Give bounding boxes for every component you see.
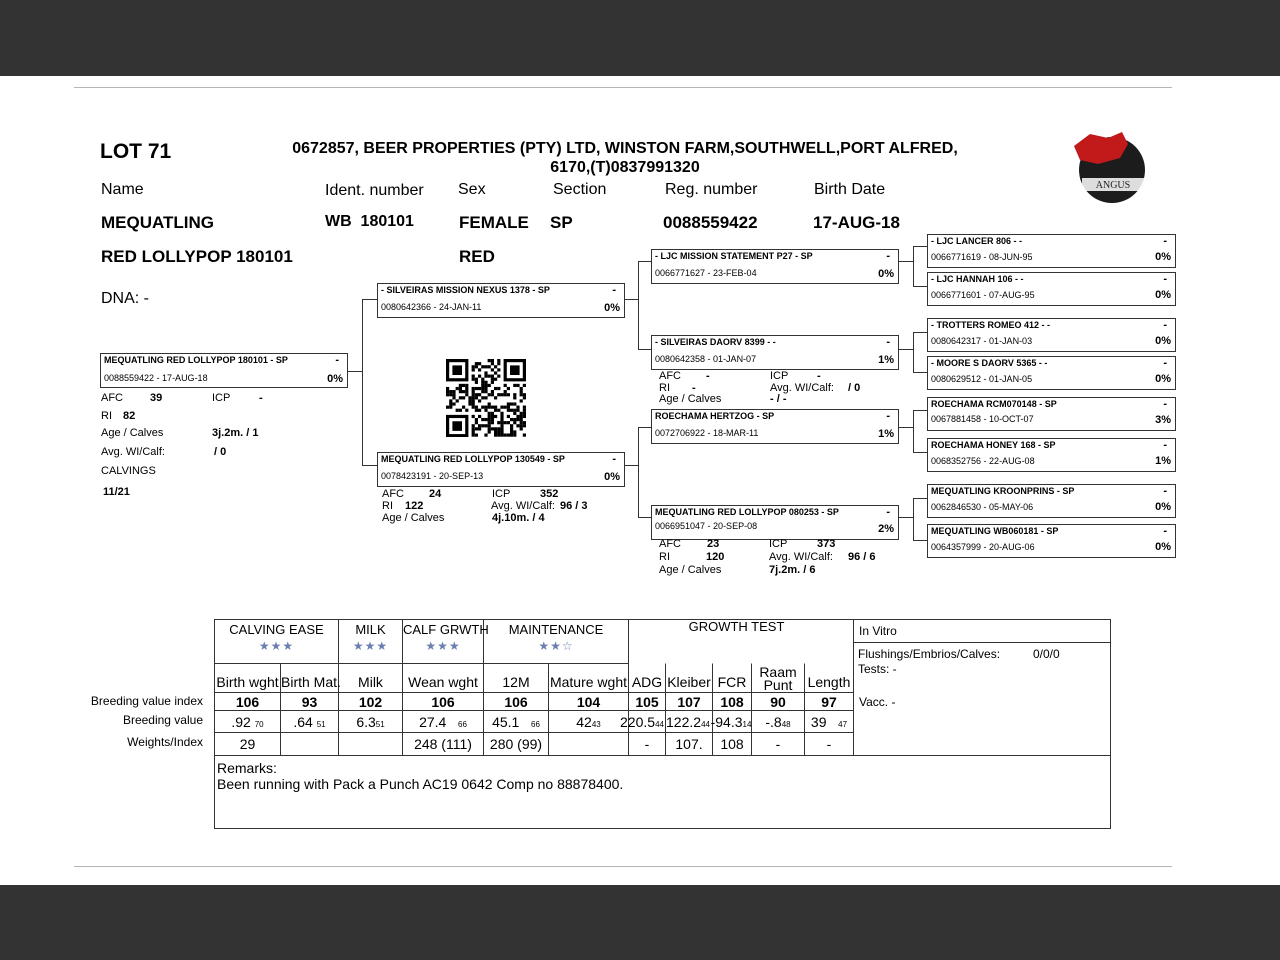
trait-header: Length [807,674,851,690]
trait-header: Kleiber [667,674,711,690]
weight-value: 107. [675,736,703,752]
bv-value: 27.4 [419,714,447,730]
dna: DNA: - [101,290,149,307]
index-value: 107 [677,694,701,710]
ds-dash: - [886,410,890,422]
gg-pct: 3% [1155,414,1171,426]
dd-dash: - [886,506,890,518]
gg-detail: 0067881458 - 10-OCT-07 [931,414,1034,424]
ds-title: ROECHAMA HERTZOG - SP [655,411,775,421]
bv-value: 220.5 [620,714,656,730]
trait-header: Birth wght [216,674,279,690]
dd-ri-label: RI [659,551,670,563]
sd-ri: - [692,382,696,394]
bv-value: 39 [810,714,827,730]
dd-age: 7j.2m. / 6 [769,564,816,576]
animal-reg: 0088559422 [663,213,758,232]
trait-header: FCR [717,674,747,690]
ss-title: - LJC MISSION STATEMENT P27 - SP [655,251,813,261]
index-value: 93 [301,694,318,710]
index-value: 105 [635,694,659,710]
gg-dash: - [1163,235,1167,247]
weight-value: - [644,736,650,752]
gg-pct: 0% [1155,373,1171,385]
gg-title: - LJC HANNAH 106 - - [931,274,1024,284]
vacc-label: Vacc. - [859,695,896,709]
row-label-weights: Weights/Index [127,735,203,749]
remarks-text: Been running with Pack a Punch AC19 0642 Comp no 88878400. [217,776,624,792]
row-label-bv: Breeding value [122,713,203,727]
sd-ri-label: RI [659,382,670,394]
index-value: 90 [770,694,786,710]
sd-icp-label: ICP [770,370,789,382]
dam-wi-label: Avg. WI/Calf: [491,500,555,512]
dd-title: MEQUATLING RED LOLLYPOP 080253 - SP [655,507,839,517]
dam-ri: 122 [405,500,424,512]
gg-dash: - [1163,273,1167,285]
bv-value: 42 [576,714,592,730]
subject-detail: 0088559422 - 17-AUG-18 [104,373,208,383]
bv-accuracy: 51 [375,720,385,729]
sd-pct: 1% [878,354,894,366]
index-value: 108 [720,694,744,710]
dam-title: MEQUATLING RED LOLLYPOP 130549 - SP [381,454,565,464]
reg-label: Reg. number [665,181,758,198]
subject-ri-label: RI [101,410,112,422]
bv-cell [752,714,804,730]
trait-header: Milk [358,674,383,690]
flushings-value: 0/0/0 [1033,647,1060,661]
subject-dash: - [335,354,339,366]
bv-cell [616,714,668,730]
bv-value: 6.3 [356,714,376,730]
group-maintenance [484,621,628,655]
dam-wi: 96 / 3 [560,500,588,512]
ident-label: Ident. number [325,182,424,199]
sd-wi: / 0 [848,382,861,394]
ds-detail: 0072706922 - 18-MAR-11 [655,428,759,438]
star-rating-icon: ★★★ [258,639,295,653]
name-label: Name [101,181,144,198]
bv-cell [339,714,402,730]
sire-pct: 0% [604,302,620,314]
bv-value: .92 [231,714,251,730]
dd-wi: 96 / 6 [848,551,876,563]
breeder-line-1: 0672857, BEER PROPERTIES (PTY) LTD, WINSTON FARM,SOUTHWELL,PORT ALFRED, [292,140,958,157]
gg-title: - MOORE S DAORV 5365 - - [931,358,1048,368]
index-value: 104 [576,694,601,710]
trait-header: Mature wght [549,674,628,690]
group-growth-test: GROWTH TEST [688,619,785,634]
gg-dash: - [1163,398,1167,410]
gg-dash: - [1163,485,1167,497]
tests-label: Tests: - [858,662,897,676]
weight-value: 248 (111) [414,736,472,752]
dam-detail: 0078423191 - 20-SEP-13 [381,471,484,481]
weight-value: 108 [720,736,744,752]
subject-wi-label: Avg. WI/Calf: [101,446,165,458]
bv-accuracy: 44 [701,720,710,729]
bv-accuracy: 48 [781,720,791,729]
dam-ri-label: RI [382,500,393,512]
group-milk [339,621,402,655]
subject-ri: 82 [123,410,136,422]
sd-detail: 0080642358 - 01-JAN-07 [655,354,757,364]
index-value: 106 [504,694,528,710]
gg-detail: 0066771601 - 07-AUG-95 [931,290,1035,300]
calvings-value: 11/21 [103,486,130,498]
gg-detail: 0064357999 - 20-AUG-06 [931,542,1035,552]
dd-afc: 23 [707,538,720,550]
sd-wi-label: Avg. WI/Calf: [770,382,834,394]
bv-accuracy: 66 [458,720,467,729]
index-value: 102 [358,694,383,710]
ss-detail: 0066771627 - 23-FEB-04 [655,268,757,278]
dd-wi-label: Avg. WI/Calf: [769,551,833,563]
gg-pct: 1% [1155,455,1171,467]
bv-accuracy: 66 [531,720,540,729]
birth-label: Birth Date [814,181,886,198]
subject-afc-label: AFC [101,392,123,404]
group-calf-growth [403,621,489,655]
logo-text: ANGUS [1095,180,1131,191]
trait-header: Raam Punt [759,664,797,693]
gg-pct: 0% [1155,251,1171,263]
bv-accuracy: 47 [838,720,848,729]
subject-age: 3j.2m. / 1 [212,427,259,439]
dam-age-label: Age / Calves [382,512,445,524]
animal-colour: RED [459,247,495,266]
breeder-line-2: 6170,(T)0837991320 [550,159,700,176]
gg-title: MEQUATLING KROONPRINS - SP [931,486,1075,496]
ss-pct: 0% [878,268,894,280]
gg-dash: - [1163,319,1167,331]
sd-age: - / - [770,393,787,405]
dd-ri: 120 [706,551,725,563]
sex-label: Sex [458,181,486,198]
trait-header: Birth Mat. [281,674,341,690]
sd-icp: - [817,370,821,382]
bv-cell [805,714,853,730]
weight-value: - [775,736,781,752]
animal-birth: 17-AUG-18 [813,213,900,232]
subject-afc: 39 [150,392,163,404]
animal-name-2: RED LOLLYPOP 180101 [101,247,293,266]
row-label-index: Breeding value index [90,694,203,708]
group-label: MILK [355,622,386,637]
gg-pct: 0% [1155,289,1171,301]
gg-detail: 0066771619 - 08-JUN-95 [931,252,1033,262]
sd-age-label: Age / Calves [659,393,722,405]
star-rating-icon: ★★★ [425,639,461,653]
remarks-label: Remarks: [217,760,277,776]
dd-afc-label: AFC [659,538,681,550]
dd-pct: 2% [878,523,894,535]
subject-title: MEQUATLING RED LOLLYPOP 180101 - SP [104,355,288,365]
lot-number: LOT 71 [100,140,172,163]
weight-value: - [826,736,832,752]
bv-cell [281,714,338,730]
group-label: MAINTENANCE [508,622,604,637]
subject-icp: - [259,392,263,404]
animal-section: SP [550,213,573,232]
trait-header: 12M [502,674,530,690]
dd-detail: 0066951047 - 20-SEP-08 [655,521,758,531]
sd-dash: - [886,336,890,348]
animal-name-1: MEQUATLING [101,213,215,232]
dam-pct: 0% [604,471,620,483]
bv-accuracy: 43 [591,720,601,729]
gg-title: ROECHAMA HONEY 168 - SP [931,440,1056,450]
sd-afc-label: AFC [659,370,681,382]
bv-accuracy: 70 [254,720,264,729]
subject-icp-label: ICP [212,392,231,404]
dd-age-label: Age / Calves [659,564,722,576]
flushings-label: Flushings/Embrios/Calves: [858,647,1001,661]
gg-title: MEQUATLING WB060181 - SP [931,526,1059,536]
gg-title: ROECHAMA RCM070148 - SP [931,399,1057,409]
bv-value: -.8 [765,714,782,730]
trait-header: ADG [631,674,663,690]
bv-value: .64 [293,714,313,730]
gg-pct: 0% [1155,501,1171,513]
sd-title: - SILVEIRAS DAORV 8399 - - [655,337,776,347]
gg-detail: 0068352756 - 22-AUG-08 [931,456,1035,466]
dd-icp-label: ICP [769,538,788,550]
in-vitro-label: In Vitro [859,624,897,638]
index-value: 106 [431,694,455,710]
bv-value: 122.2 [666,714,702,730]
subject-pct: 0% [327,373,343,385]
gg-detail: 0080642317 - 01-JAN-03 [931,336,1033,346]
animal-ident: WB 180101 [325,213,414,230]
trait-header: Wean wght [408,674,478,690]
index-value: 106 [235,694,260,710]
group-label: CALVING EASE [229,622,324,637]
bv-value: 45.1 [492,714,520,730]
group-label: CALF GRWTH [403,622,489,637]
bv-value: -94.3 [710,714,743,730]
dam-afc-label: AFC [382,488,404,500]
subject-wi: / 0 [214,446,227,458]
bv-accuracy: 44 [655,720,664,729]
gg-title: - LJC LANCER 806 - - [931,236,1023,246]
animal-sex: FEMALE [459,213,529,232]
gg-pct: 0% [1155,335,1171,347]
group-calving-ease [215,621,338,655]
bv-cell [706,714,756,730]
weight-value: 280 (99) [489,736,543,752]
gg-title: - TROTTERS ROMEO 412 - - [931,320,1051,330]
gg-dash: - [1163,439,1167,451]
subject-age-label: Age / Calves [101,427,164,439]
sire-dash: - [612,284,616,296]
gg-pct: 0% [1155,541,1171,553]
bv-cell [403,714,483,730]
dam-dash: - [612,453,616,465]
bv-cell [484,714,548,730]
ss-dash: - [886,250,890,262]
star-rating-icon: ★★★ [352,639,389,653]
dam-icp: 352 [540,488,559,500]
calvings-label: CALVINGS [101,465,156,477]
dam-icp-label: ICP [492,488,511,500]
weight-value: 29 [239,736,256,752]
gg-dash: - [1163,525,1167,537]
gg-detail: 0062846530 - 05-MAY-06 [931,502,1034,512]
dam-age: 4j.10m. / 4 [492,512,545,524]
star-rating-icon: ★★☆ [538,639,574,653]
ds-pct: 1% [878,428,894,440]
bv-accuracy: 51 [316,720,326,729]
gg-detail: 0080629512 - 01-JAN-05 [931,374,1033,384]
sire-detail: 0080642366 - 24-JAN-11 [381,302,482,312]
dam-afc: 24 [429,488,442,500]
dd-icp: 373 [817,538,836,550]
sire-title: - SILVEIRAS MISSION NEXUS 1378 - SP [381,285,550,295]
bv-accuracy: 14 [742,720,752,729]
sd-afc: - [706,370,710,382]
section-label: Section [553,181,607,198]
gg-dash: - [1163,357,1167,369]
bv-cell [215,714,280,730]
index-value: 97 [821,694,837,710]
